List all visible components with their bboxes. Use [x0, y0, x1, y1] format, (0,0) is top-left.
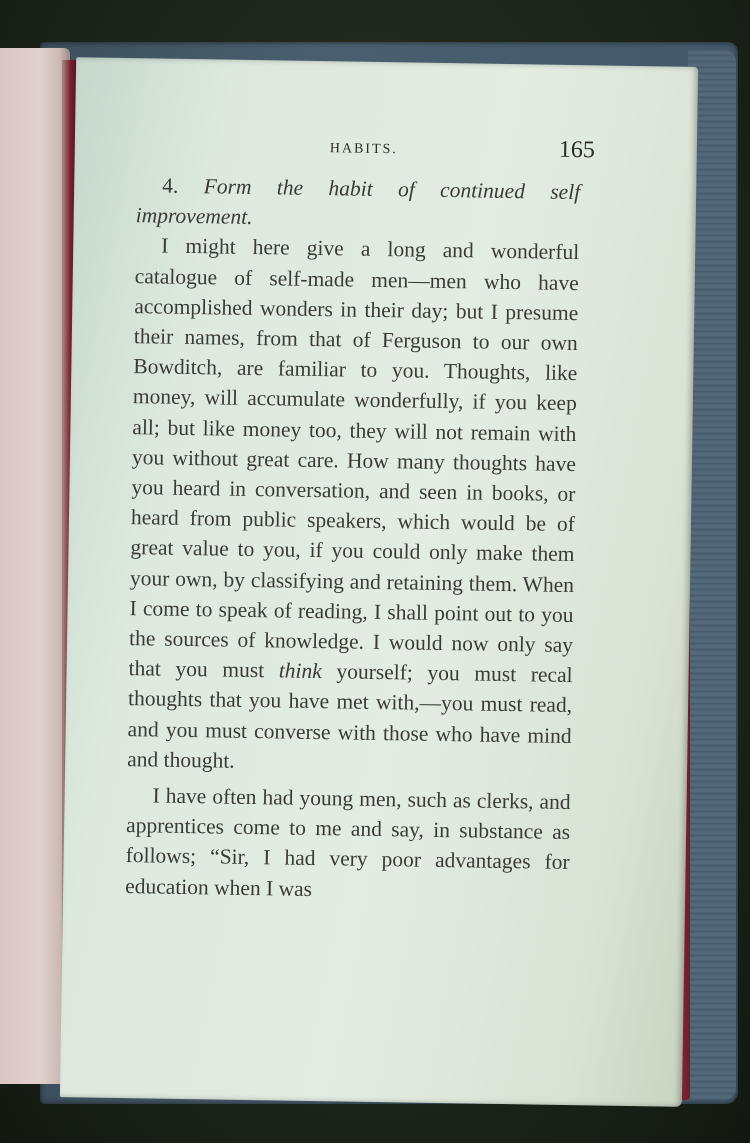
paragraph-1-text-a: I might here give a long and wonderful catalogue of self-made men—men who have accomplished wonders in their day; but I presume their names, from that of Ferguson to our own Bowditch, are familiar to you. Thoughts, like money, will accumulate wonderfully, if you keep all; but like money too, they will not remain with you without great care. How many thoughts have you heard in conversation, and seen in books, or heard from public speakers, which would be of great value to you, if you could only make them your own, by classifying and retaining them. When I come to speak of reading, I shall point out to you the sources of knowledge. I would now only say that you must [128, 233, 580, 683]
section-heading [135, 170, 580, 237]
running-head-title: HABITS. [329, 141, 398, 158]
emphasis-think: think [278, 658, 322, 684]
section-heading-text: Form the habit of continued self improvement. [135, 174, 581, 230]
book-page [60, 57, 698, 1107]
page-number: 165 [558, 136, 596, 164]
paragraph-2: I have often had young men, such as clerks, and apprentices come to me and say, in substance as follows; “Sir, I had very poor advantages for education when I was [125, 783, 571, 901]
paragraph-1-text-b: yourself; you must recal thoughts that you have met with,—you must read, and you must converse with those who have mind and thought. [127, 659, 573, 773]
page-text [125, 170, 580, 908]
section-number: 4. [162, 173, 179, 198]
left-page-curl [0, 48, 70, 1084]
paragraph-1 [127, 231, 579, 782]
running-head [135, 130, 595, 167]
